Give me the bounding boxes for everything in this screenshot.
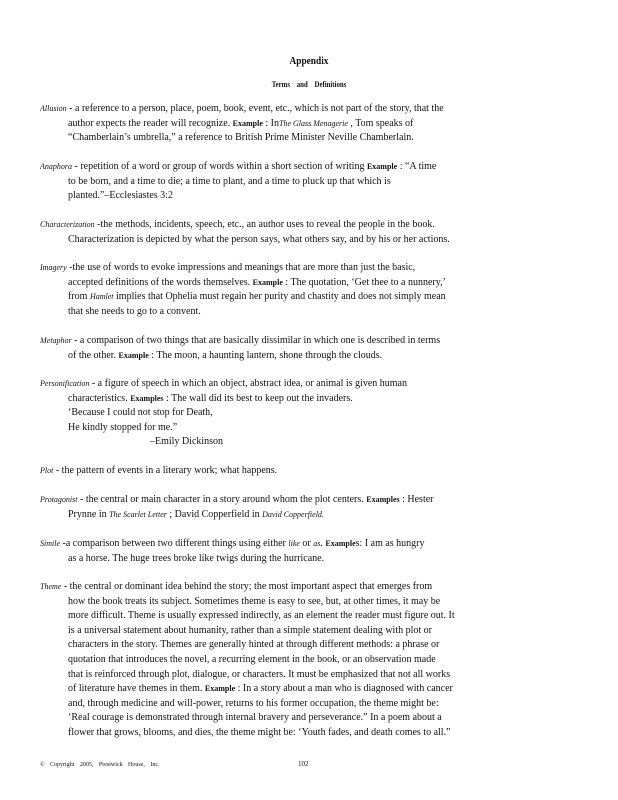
entry-line: as a horse. The huge trees broke like twigs during the hurricane. — [68, 552, 325, 564]
definition-text: characteristics. — [68, 392, 128, 404]
example-label: Examples — [366, 495, 400, 504]
entry-line — [40, 464, 553, 479]
copyright-notice: © Copyright 2005, Prestwick House, Inc. — [40, 762, 160, 768]
definition-text: : The moon, a haunting lantern, shone through the clouds. — [151, 349, 383, 361]
entry-theme — [40, 580, 553, 741]
definition-text: author expects the reader will recognize. — [68, 117, 231, 129]
italic-word: like — [288, 539, 300, 548]
page-title: Appendix — [289, 55, 329, 67]
term-label: Anaphora — [40, 162, 72, 171]
example-label: Example — [118, 350, 149, 360]
definition-text: : The quotation, ‘Get thee to a nunnery,’ — [285, 276, 446, 288]
example-label: Examples — [130, 393, 164, 403]
definition-text: ; David Copperfield in — [169, 508, 260, 520]
example-label: Example — [204, 684, 236, 694]
definition-text: s: I am as hungry — [355, 538, 425, 549]
italic-title: David Copperfield. — [262, 509, 324, 519]
definition-text: - a figure of speech in which an object, abstract idea, or animal is given human — [91, 378, 407, 389]
definition-text: - the central or main character in a story around whom the plot centers. — [79, 494, 364, 505]
definition-text: - the central or dominant idea behind the story; the most important aspect that emerges from — [63, 581, 433, 592]
entry-line — [40, 682, 553, 697]
entry-metaphor — [40, 334, 553, 363]
entry-anaphora — [40, 160, 553, 204]
definition-text: of the other. — [68, 349, 117, 361]
term-label: Protagonist — [40, 495, 78, 504]
italic-title: The Scarlet Letter — [109, 509, 167, 519]
term-label: Simile — [40, 539, 60, 548]
entry-line: more difficult. Theme is usually expressed indirectly, as an element the reader must figure out. It — [68, 610, 455, 622]
definition-text: -the use of words to evoke impressions and meanings that are more than just the basic, — [69, 262, 416, 273]
italic-title: The Glass Menagerie — [279, 118, 348, 128]
entry-line: and, through medicine and will-power, returns to his former occupation, the theme might be: — [68, 697, 439, 709]
entry-line — [40, 276, 553, 291]
term-label: Theme — [40, 582, 62, 591]
entry-line — [40, 334, 553, 349]
entry-line: flower that grows, blooms, and dies, the theme might be: ‘Youth fades, and death comes to all.” — [68, 726, 451, 738]
definition-text: : In — [265, 117, 279, 129]
entry-plot — [40, 464, 553, 479]
term-label: Characterization — [40, 220, 95, 229]
definition-text: , Tom speaks of — [350, 117, 414, 129]
entry-line — [40, 349, 553, 364]
entry-line: quotation that introduces the novel, a recurring element in the book, or an observation made — [68, 653, 436, 665]
entry-line — [40, 508, 553, 523]
definition-text: from — [68, 291, 88, 303]
definition-text: - a comparison of two things that are basically dissimilar in which one is described in terms — [74, 335, 441, 346]
entry-line: characters in the story. Themes are generally hinted at through different methods: a phrase or — [68, 639, 440, 651]
example-label: Example — [252, 277, 283, 287]
term-label: Allusion — [40, 104, 67, 113]
example-label: Example — [325, 539, 356, 548]
entry-line: ‘Real courage is demonstrated through internal bravery and perseverance.” In a poem about a — [68, 712, 442, 724]
entry-simile — [40, 537, 553, 566]
entry-line: that is reinforced through plot, dialogue, or characters. It must be emphasized that not all works — [68, 668, 451, 680]
entry-line — [40, 392, 553, 407]
definition-text: : Hester — [402, 494, 434, 505]
definition-text: Prynne in — [68, 508, 107, 520]
entry-line: how the book treats its subject. Sometimes theme is easy to see, but, at other times, it may be — [68, 595, 441, 607]
entry-line — [40, 218, 553, 233]
term-label: Metaphor — [40, 336, 72, 345]
definition-text: -a comparison between two different things using either — [62, 538, 286, 549]
definition-text: - a reference to a person, place, poem, book, event, etc., which is not part of the story, that the — [69, 103, 444, 114]
definition-text: accepted definitions of the words themselves. — [68, 276, 251, 288]
entry-line — [40, 290, 553, 305]
example-label: Example — [232, 118, 263, 128]
entry-line: Characterization is depicted by what the person says, what others say, and by his or her actions. — [68, 233, 450, 245]
definition-text: -the methods, incidents, speech, etc., an author uses to reveal the people in the book. — [97, 219, 435, 230]
entry-line — [40, 580, 553, 595]
term-label: Imagery — [40, 263, 67, 272]
definition-text: . — [320, 538, 323, 549]
entry-line — [40, 102, 553, 117]
example-label: Example — [366, 162, 398, 171]
italic-title: Hamlet — [89, 292, 114, 302]
entry-personification — [40, 377, 553, 450]
entry-line — [40, 261, 553, 276]
entry-line: is a universal statement about humanity, rather than a simple statement dealing with plot or — [68, 624, 432, 636]
entry-line: to be born, and a time to die; a time to plant, and a time to pluck up that which is — [68, 175, 391, 187]
entry-line — [40, 377, 553, 392]
entry-line: He kindly stopped for me.” — [68, 421, 178, 433]
entry-line — [40, 493, 553, 508]
entry-line — [40, 537, 553, 552]
definition-text: : “A time — [399, 161, 437, 172]
attribution: –Emily Dickinson — [150, 436, 224, 448]
entry-line: that she needs to go to a convent. — [68, 305, 201, 317]
definition-text: - the pattern of events in a literary work; what happens. — [55, 465, 278, 476]
definition-text: or — [302, 538, 311, 549]
entry-line: “Chamberlain’s umbrella,” a reference to British Prime Minister Neville Chamberlain. — [68, 132, 414, 144]
term-label: Plot — [40, 466, 54, 475]
term-label: Personification — [40, 379, 90, 388]
definition-text: : In a story about a man who is diagnosed with cancer — [237, 683, 453, 695]
entry-allusion — [40, 102, 553, 146]
entry-protagonist — [40, 493, 553, 522]
entry-line — [40, 160, 553, 175]
definition-text: implies that Ophelia must regain her purity and chastity and does not simply mean — [116, 291, 446, 303]
entry-line — [40, 117, 553, 132]
entry-line: planted.”–Ecclesiastes 3:2 — [68, 190, 173, 202]
entry-imagery — [40, 261, 553, 319]
definition-text: - repetition of a word or group of words within a short section of writing — [74, 161, 365, 172]
page-subtitle: Terms and Definitions — [271, 80, 347, 89]
definition-text: of literature have themes in them. — [68, 683, 203, 695]
entry-line: ‘Because I could not stop for Death, — [68, 407, 213, 419]
entry-characterization — [40, 218, 553, 247]
italic-word: as — [313, 539, 321, 548]
definition-text: : The wall did its best to keep out the invaders. — [166, 392, 353, 404]
page-number: 102 — [298, 760, 309, 768]
